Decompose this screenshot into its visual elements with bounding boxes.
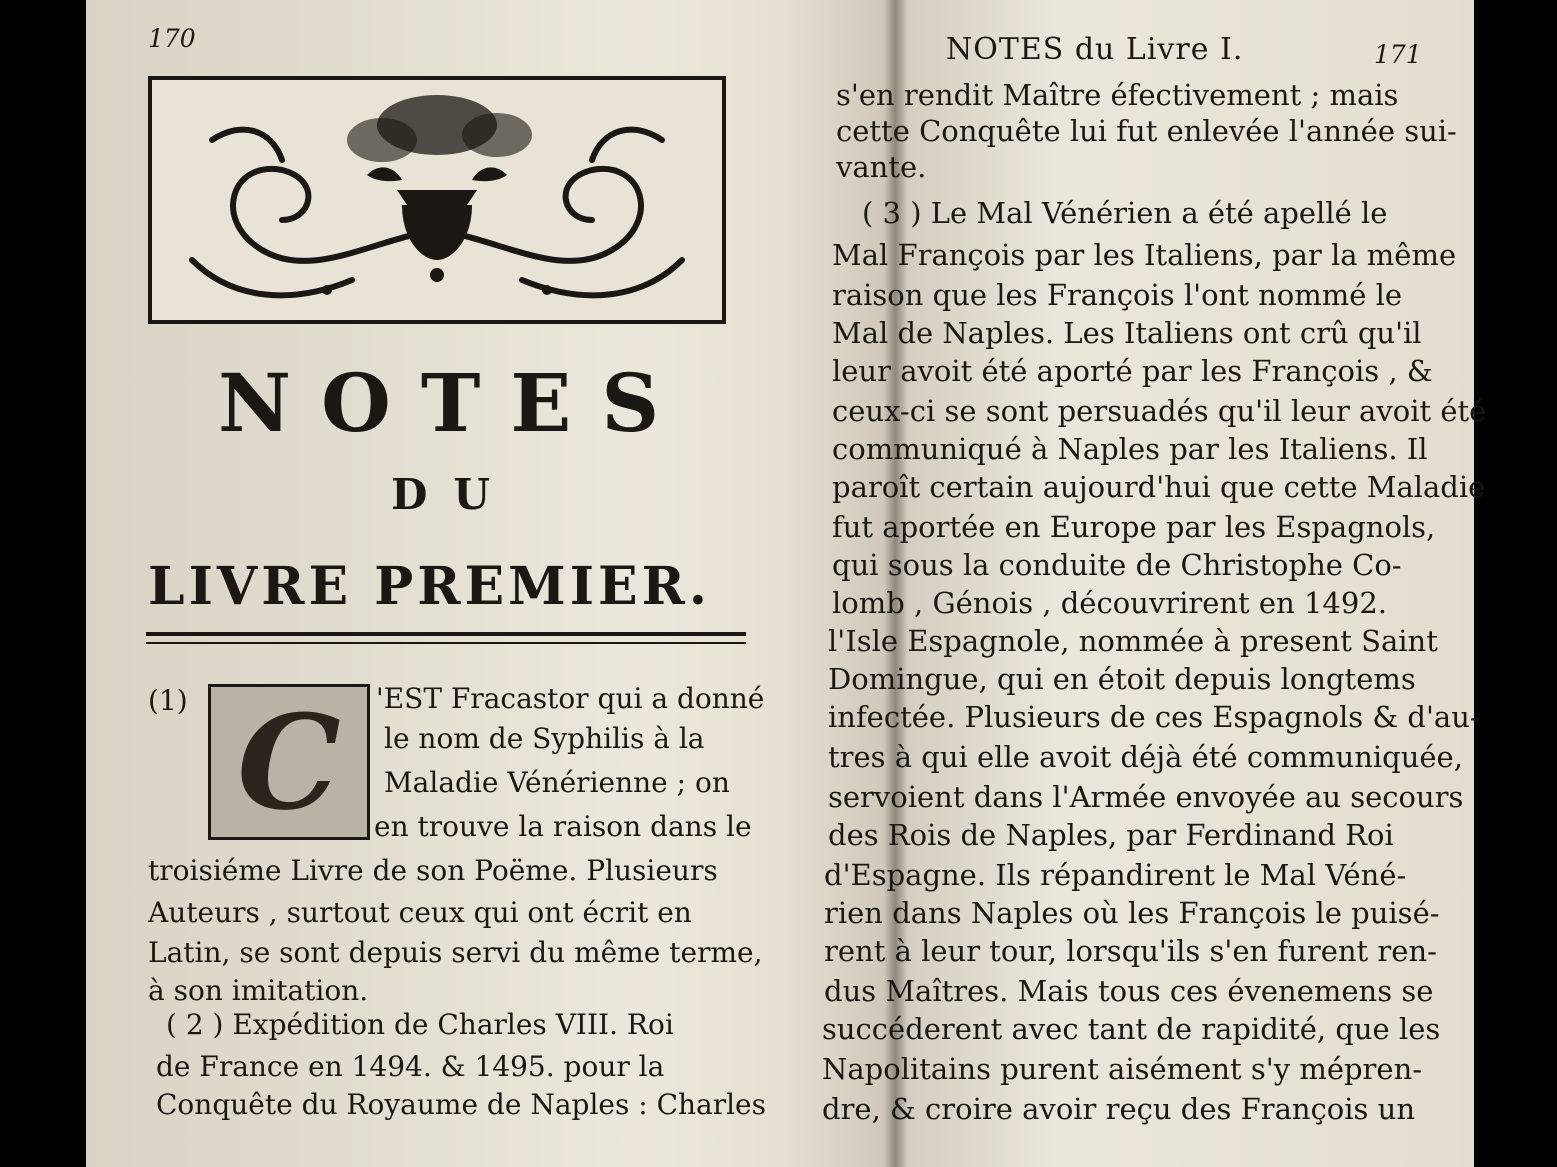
text-line: le nom de Syphilis à la	[384, 722, 705, 755]
text-line: dre, & croire avoir reçu des François un	[822, 1092, 1415, 1126]
text-line: dus Maîtres. Mais tous ces évenemens se	[824, 974, 1434, 1008]
text-line: succéderent avec tant de rapidité, que les	[822, 1012, 1441, 1046]
ornamental-headpiece	[148, 76, 726, 324]
text-line: fut aportée en Europe par les Espagnols,	[832, 510, 1436, 544]
text-line: infectée. Plusieurs de ces Espagnols & d'au-	[828, 700, 1480, 734]
text-line: Mal de Naples. Les Italiens ont crû qu'il	[832, 316, 1422, 350]
double-rule-thick	[146, 632, 746, 636]
note-number: (1)	[148, 684, 188, 717]
text-line: l'Isle Espagnole, nommée à present Saint	[828, 624, 1438, 658]
text-line: rien dans Naples où les François le puisé-	[824, 896, 1440, 930]
text-line: Auteurs , surtout ceux qui ont écrit en	[148, 896, 692, 929]
right-page	[806, 0, 1487, 1167]
text-line: ceux-ci se sont persuadés qu'il leur avoit été	[832, 394, 1487, 428]
text-line: lomb , Génois , découvrirent en 1492.	[832, 586, 1388, 620]
text-line: en trouve la raison dans le	[374, 810, 752, 843]
text-line: à son imitation.	[148, 974, 369, 1007]
text-line: de France en 1494. & 1495. pour la	[156, 1050, 665, 1083]
title-livre-premier: LIVRE PREMIER.	[148, 556, 711, 617]
text-line: tres à qui elle avoit déjà été communiquée,	[828, 740, 1463, 774]
text-line: ( 2 ) Expédition de Charles VIII. Roi	[166, 1008, 674, 1041]
text-line: 'EST Fracastor qui a donné	[376, 682, 765, 715]
text-line: des Rois de Naples, par Ferdinand Roi	[828, 818, 1394, 852]
text-line: ( 3 ) Le Mal Vénérien a été apellé le	[862, 196, 1388, 230]
drop-capital	[208, 684, 370, 840]
text-line: cette Conquête lui fut enlevée l'année sui-	[836, 114, 1457, 148]
floral-scroll-icon	[152, 80, 722, 320]
title-notes: NOTES	[218, 356, 690, 450]
text-line: Maladie Vénérienne ; on	[384, 766, 730, 799]
text-line: leur avoit été aporté par les François , &	[832, 354, 1433, 388]
double-rule-thin	[146, 642, 746, 644]
text-line: paroît certain aujourd'hui que cette Maladie	[832, 470, 1486, 504]
text-line: Domingue, qui en étoit depuis longtems	[828, 662, 1416, 696]
running-head: NOTES du Livre I.	[946, 32, 1244, 67]
page-number: 170	[148, 24, 196, 53]
text-line: rent à leur tour, lorsqu'ils s'en furent ren-	[824, 934, 1437, 968]
text-line: vante.	[836, 150, 927, 184]
text-line: servoient dans l'Armée envoyée au secours	[828, 780, 1464, 814]
text-line: troisiéme Livre de son Poëme. Plusieurs	[148, 854, 718, 887]
text-line: communiqué à Naples par les Italiens. Il	[832, 432, 1428, 466]
text-line: Conquête du Royaume de Naples : Charles	[156, 1088, 766, 1121]
text-line: d'Espagne. Ils répandirent le Mal Véné-	[824, 858, 1407, 892]
text-line: s'en rendit Maître éfectivement ; mais	[836, 78, 1399, 112]
text-line: qui sous la conduite de Christophe Co-	[832, 548, 1402, 582]
text-line: Napolitains purent aisément s'y mépren-	[822, 1052, 1423, 1086]
text-line: Latin, se sont depuis servi du même terme,	[148, 936, 763, 969]
text-line: raison que les François l'ont nommé le	[832, 278, 1403, 312]
title-du: DU	[391, 470, 517, 519]
page-number: 171	[1374, 40, 1422, 69]
text-line: Mal François par les Italiens, par la même	[832, 238, 1457, 272]
left-page	[86, 0, 804, 1167]
drop-capital-letter: C	[237, 685, 341, 839]
